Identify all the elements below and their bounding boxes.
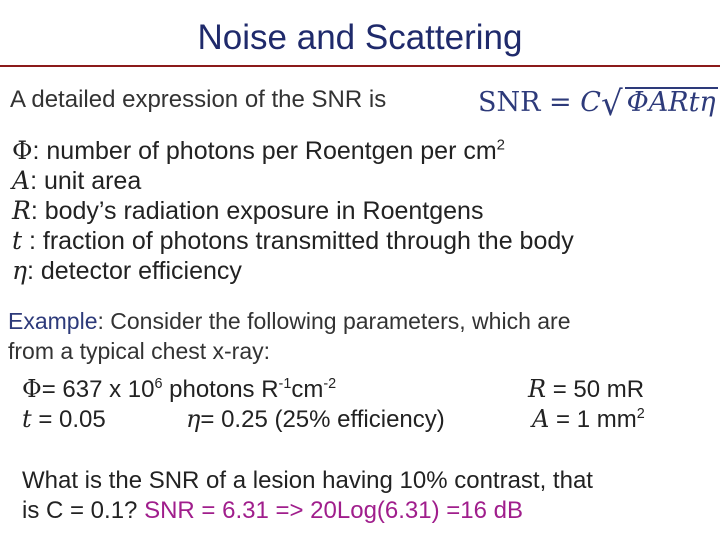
param-text: = 637 x 10 [41,376,155,403]
def-text: : fraction of photons transmitted through the body [22,227,574,255]
intro-text: A detailed expression of the SNR is [10,86,387,113]
def-superscript: 2 [496,136,506,154]
sqrt-icon: √ [600,84,623,124]
def-symbol: Φ [12,136,33,165]
param-superscript: -1 [278,376,292,392]
def-symbol: R [12,196,31,225]
param-r [528,375,644,404]
param-value: = 0.25 (25% efficiency) [200,406,445,433]
snr-formula [478,80,718,124]
example-paragraph [8,306,571,366]
param-a [532,405,645,434]
param-symbol: A [532,405,550,433]
param-value: = 50 mR [546,376,645,403]
param-symbol: Φ [22,375,42,403]
param-symbol: R [528,375,547,403]
example-line2: from a typical chest x-ray: [8,338,271,364]
example-line1: : Consider the following parameters, which are [97,308,571,334]
param-t [22,405,106,434]
slide-title: Noise and Scattering [197,18,523,57]
def-text: : number of photons per Roentgen per cm [32,137,497,165]
param-superscript: -2 [323,376,337,392]
formula-lhs: SNR [478,87,541,118]
def-text: : unit area [30,167,142,195]
formula-radicand: ΦARtη [626,87,716,118]
param-superscript: 6 [154,376,163,392]
definition-t [12,226,574,256]
param-phi [22,375,336,404]
question-paragraph [22,466,593,526]
def-symbol: η [12,256,27,285]
param-text: photons R [162,376,279,403]
param-eta [186,405,445,434]
param-symbol: η [186,405,201,433]
param-value: = 1 mm [549,406,637,433]
answer-text: SNR = 6.31 => 20Log(6.31) =16 dB [144,497,524,524]
def-text: : body’s radiation exposure in Roentgens [30,197,484,225]
formula-coefficient: C [580,87,601,118]
definition-eta [12,256,242,286]
question-line2: is C = 0.1? [22,497,138,524]
def-symbol: t [12,226,23,255]
definition-r [12,196,483,226]
question-line1: What is the SNR of a lesion having 10% contrast, that [22,467,593,494]
definition-phi [12,136,505,166]
example-keyword: Example [8,308,98,334]
param-text: cm [291,376,324,403]
def-symbol: A [12,166,31,195]
formula-equals: = [549,87,572,118]
definition-a [12,166,141,196]
param-symbol: t [22,405,32,433]
param-superscript: 2 [636,406,645,422]
param-value: = 0.05 [31,406,106,433]
def-text: : detector efficiency [26,257,242,285]
title-divider [0,65,720,67]
